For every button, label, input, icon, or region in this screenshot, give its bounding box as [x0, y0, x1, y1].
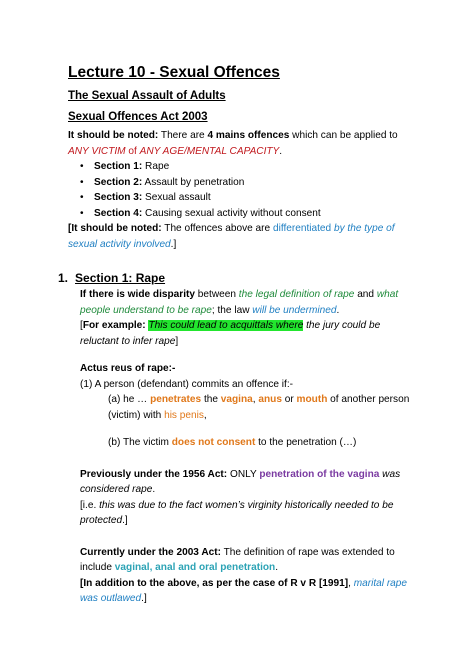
list-item: • Section 2: Assault by penetration — [68, 175, 418, 191]
note-lead: It should be noted: — [68, 130, 159, 141]
heading-sexual-assault-adults: The Sexual Assault of Adults — [68, 90, 226, 102]
bullet: • — [80, 192, 84, 204]
actus-reus-heading: Actus reus of rape:- — [80, 363, 176, 375]
bullet: • — [80, 207, 84, 219]
disparity-paragraph: If there is wide disparity between the legal definition of rape and what people understand to be rape; the law will be undermined. — [80, 289, 399, 316]
page-title: Lecture 10 - Sexual Offences — [68, 64, 280, 81]
actus-reus-b: (b) The victim does not consent to the penetration (…) — [108, 437, 357, 449]
note-four-offences: It should be noted: There are 4 mains offences which can be applied to ANY VICTIM of ANY AGE/MENTAL CAPACITY. — [68, 130, 398, 157]
document-page — [58, 62, 418, 607]
example-paragraph: [For example: This could lead to acquittals where the jury could be reluctant to infer rape] — [80, 320, 381, 347]
list-item: • Section 4: Causing sexual activity without consent — [68, 206, 418, 222]
any-age-text: ANY AGE/MENTAL CAPACITY — [139, 145, 280, 157]
actus-reus-a: (a) he … penetrates the vagina, anus or mouth of another person (victim) with his penis, — [108, 394, 410, 421]
list-item: • Section 3: Sexual assault — [68, 190, 418, 206]
list-item: • Section 1: Rape — [68, 159, 418, 175]
section-heading-rape: 1. Section 1: Rape — [58, 271, 166, 286]
any-victim-text: ANY VICTIM — [68, 145, 126, 157]
bullet: • — [80, 176, 84, 188]
note-differentiated: [It should be noted: The offences above are differentiated by the type of sexual activity involved.] — [68, 223, 395, 250]
r-v-r-paragraph: [In addition to the above, as per the case of R v R [1991], marital rape was outlawed.] — [80, 577, 408, 605]
ie-paragraph: [i.e. this was due to the fact women’s virginity historically needed to be protected.] — [80, 499, 394, 527]
current-act-paragraph: Currently under the 2003 Act: The definition of rape was extended to include vaginal, anal and oral penetration. — [80, 546, 395, 574]
previous-act-paragraph: Previously under the 1956 Act: ONLY penetration of the vagina was considered rape. — [80, 468, 401, 496]
highlighted-text: This could lead to acquittals where — [148, 320, 304, 332]
bullet: • — [80, 161, 84, 172]
offences-list — [68, 159, 418, 221]
heading-sexual-offences-act: Sexual Offences Act 2003 — [68, 111, 208, 123]
actus-reus-intro: (1) A person (defendant) commits an offence if:- — [80, 378, 294, 390]
